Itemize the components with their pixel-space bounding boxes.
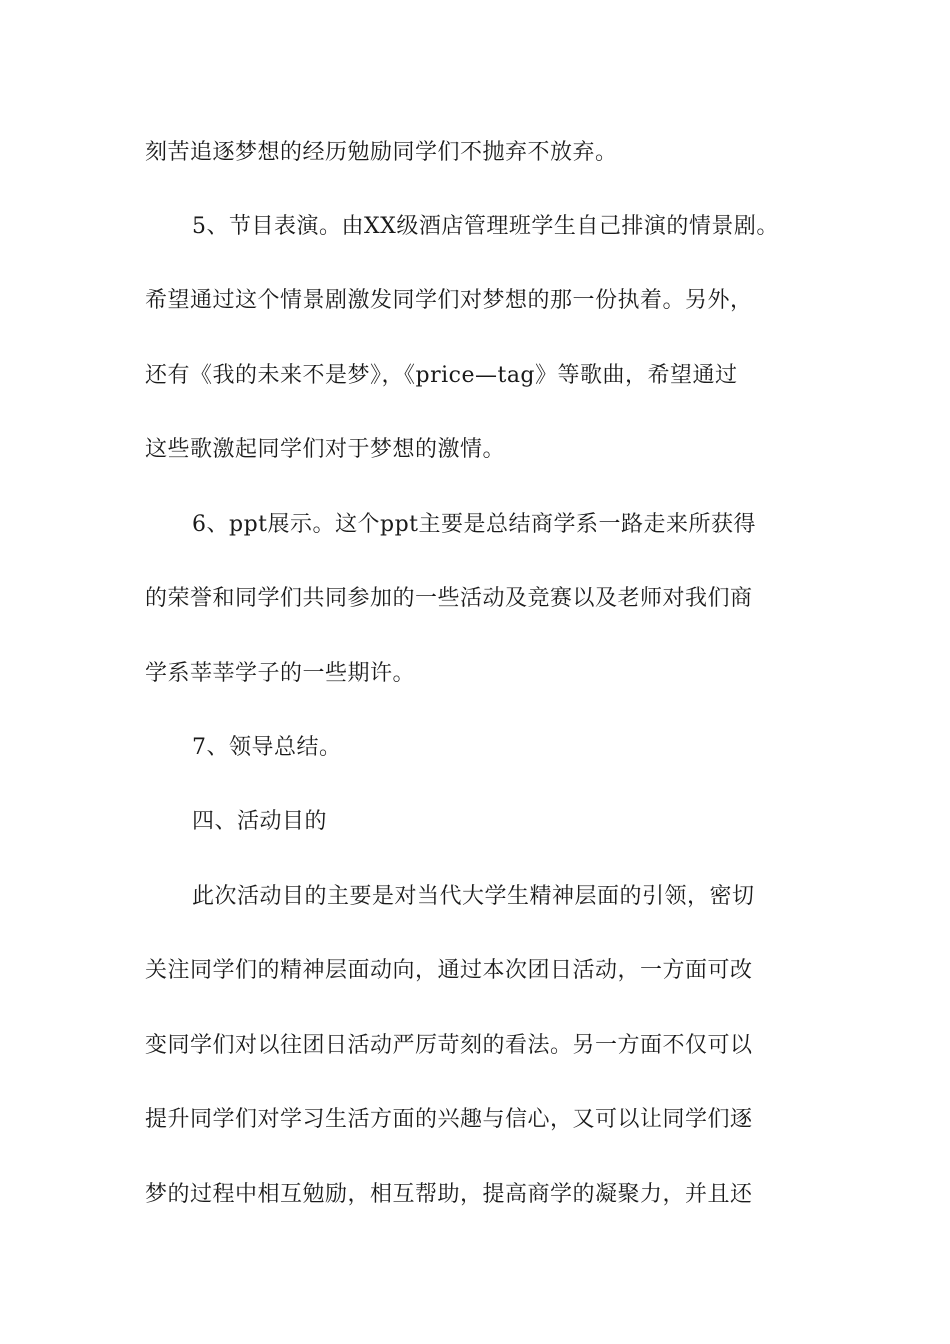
text-line: 关注同学们的精神层面动向，通过本次团日活动，一方面可改: [145, 958, 753, 983]
text-line: 6、ppt展示。这个ppt主要是总结商学系一路走来所获得: [192, 512, 757, 537]
text-line: 希望通过这个情景剧激发同学们对梦想的那一份执着。另外，: [145, 288, 753, 313]
text-line: 刻苦追逐梦想的经历勉励同学们不抛弃不放弃。: [145, 140, 618, 165]
text-line: 这些歌激起同学们对于梦想的激情。: [145, 437, 506, 462]
text-line: 的荣誉和同学们共同参加的一些活动及竞赛以及老师对我们商: [145, 586, 753, 611]
text-line: 梦的过程中相互勉励，相互帮助，提高商学的凝聚力，并且还: [145, 1182, 753, 1207]
text-line: 5、节目表演。由XX级酒店管理班学生自己排演的情景剧。: [192, 214, 779, 239]
text-line: 此次活动目的主要是对当代大学生精神层面的引领，密切: [192, 884, 755, 909]
text-line: 学系莘莘学子的一些期许。: [145, 661, 416, 686]
section-heading: 四、活动目的: [192, 809, 328, 834]
text-line: 7、领导总结。: [192, 735, 342, 760]
text-line: 还有《我的未来不是梦》，《price—tag》等歌曲，希望通过: [145, 363, 738, 388]
text-line: 提升同学们对学习生活方面的兴趣与信心，又可以让同学们逐: [145, 1107, 753, 1132]
text-line: 变同学们对以往团日活动严厉苛刻的看法。另一方面不仅可以: [145, 1033, 753, 1058]
